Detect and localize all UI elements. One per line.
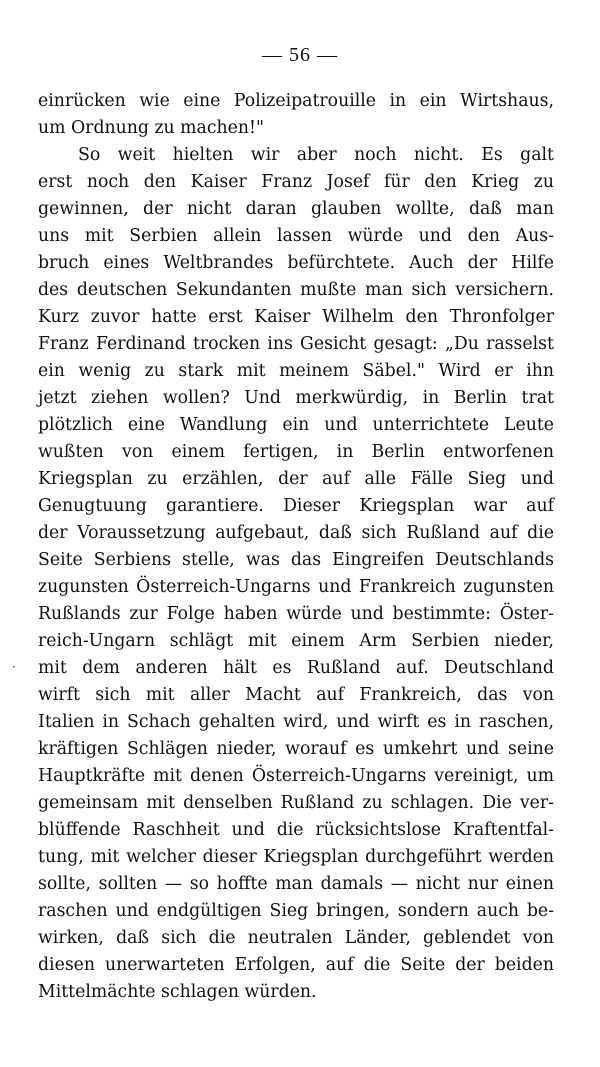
text-line: Kurz zuvor hatte erst Kaiser Wilhelm den Thronfolger [38,307,554,327]
text-line: Mittelmächte schlagen würden. [38,982,317,1002]
text-line: um Ordnung zu machen!" [38,118,264,138]
text-line: des deutschen Sekundanten mußte man sich versichern. [38,280,554,300]
text-line: der Voraussetzung aufgebaut, daß sich Rußland auf die [38,523,554,543]
text-line: einrücken wie eine Polizeipatrouille in ein Wirtshaus, [38,91,554,111]
text-line: blüffende Raschheit und die rücksichtslose Kraftentfal- [38,820,554,840]
stray-ink-mark: · [12,660,16,674]
text-line: gemeinsam mit denselben Rußland zu schlagen. Die ver- [38,793,554,813]
text-line: uns mit Serbien allein lassen würde und den Aus- [38,226,554,246]
text-line: erst noch den Kaiser Franz Josef für den Krieg zu [38,172,554,192]
text-line: So weit hielten wir aber noch nicht. Es galt [78,145,554,165]
text-line: bruch eines Weltbrandes befürchtete. Auch der Hilfe [38,253,554,273]
text-line: wußten von einem fertigen, in Berlin entworfenen [38,442,554,462]
text-line: wirft sich mit aller Macht auf Frankreich, das von [38,685,554,705]
text-line: mit dem anderen hält es Rußland auf. Deutschland [38,658,554,678]
text-line: sollte, sollten — so hoffte man damals — nicht nur einen [38,874,554,894]
text-line: plötzlich eine Wandlung ein und unterrichtete Leute [38,415,554,435]
text-line: Genugtuung garantiere. Dieser Kriegsplan war auf [38,496,554,516]
text-line: reich-Ungarn schlägt mit einem Arm Serbien nieder, [38,631,554,651]
text-line: Hauptkräfte mit denen Österreich-Ungarns vereinigt, um [38,766,554,786]
text-line: wirken, daß sich die neutralen Länder, geblendet von [38,928,554,948]
text-line: Seite Serbiens stelle, was das Eingreifen Deutschlands [38,550,554,570]
text-line: Kriegsplan zu erzählen, der auf alle Fälle Sieg und [38,469,554,489]
page-number: — 56 — [262,44,338,66]
text-line: Italien in Schach gehalten wird, und wirft es in raschen, [38,712,554,732]
text-line: Franz Ferdinand trocken ins Gesicht gesagt: „Du rasselst [38,334,554,354]
text-line: diesen unerwarteten Erfolgen, auf die Seite der beiden [38,955,554,975]
text-line: Rußlands zur Folge haben würde und bestimmte: Öster- [38,604,554,624]
text-line: raschen und endgültigen Sieg bringen, sondern auch be- [38,901,554,921]
text-line: gewinnen, der nicht daran glauben wollte, daß man [38,199,554,219]
text-line: zugunsten Österreich-Ungarns und Frankreich zugunsten [38,577,554,597]
text-line: kräftigen Schlägen nieder, worauf es umkehrt und seine [38,739,554,759]
body-text [38,88,554,1006]
text-line: jetzt ziehen wollen? Und merkwürdig, in Berlin trat [38,388,554,408]
text-line: ein wenig zu stark mit meinem Säbel." Wird er ihn [38,361,554,381]
text-line: tung, mit welcher dieser Kriegsplan durchgeführt werden [38,847,554,867]
